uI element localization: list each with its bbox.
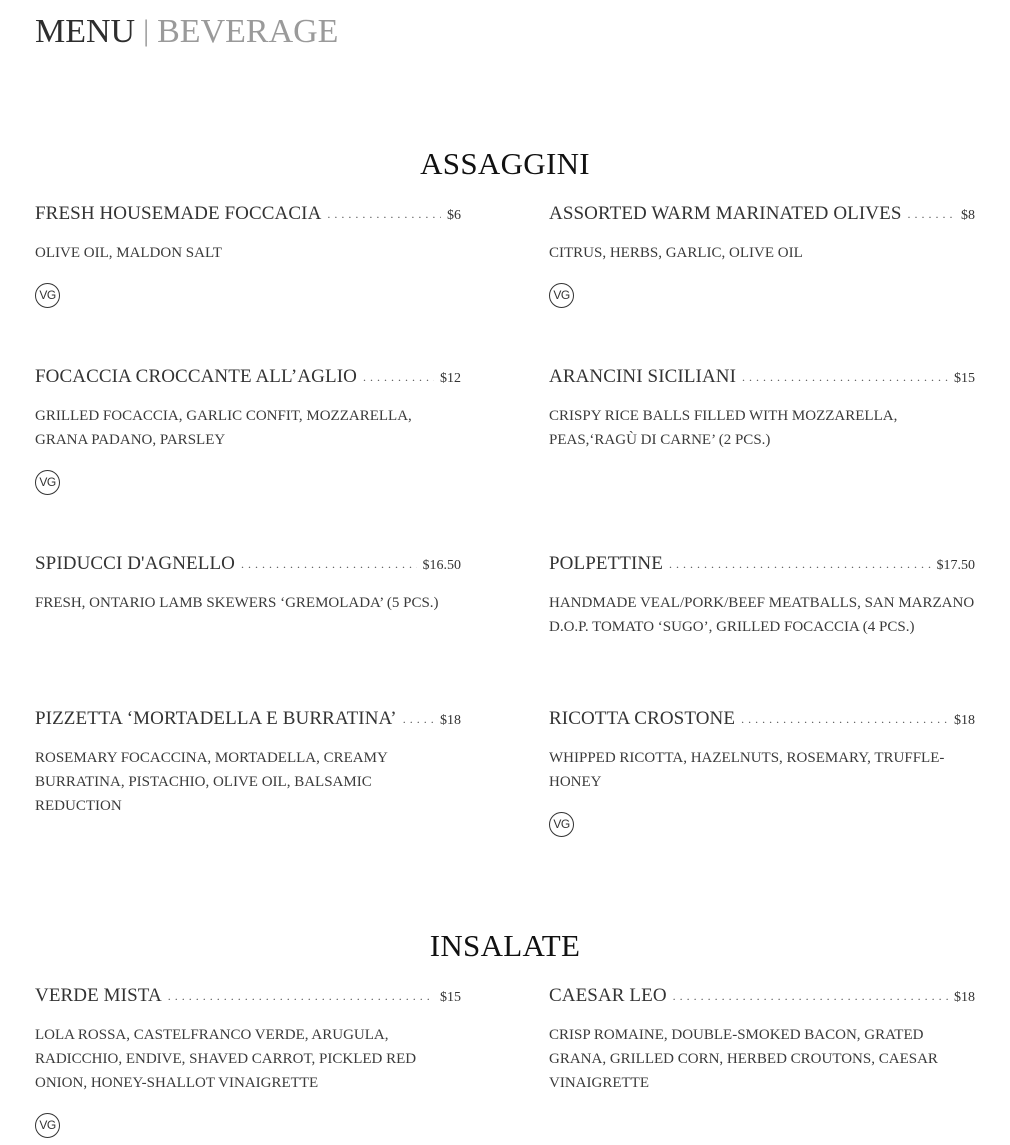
item-price: $8 <box>961 208 975 223</box>
dot-leader <box>363 369 434 385</box>
section-title-insalate: INSALATE <box>429 928 581 963</box>
menu-item <box>549 203 975 265</box>
dot-leader <box>742 369 948 385</box>
item-description: OLIVE OIL, MALDON SALT <box>35 245 222 261</box>
item-description: CITRUS, HERBS, GARLIC, OLIVE OIL <box>549 245 803 261</box>
menu-item <box>549 708 975 794</box>
item-price: $15 <box>954 371 975 386</box>
item-name: CAESAR LEO <box>549 985 667 1006</box>
item-price: $12 <box>440 371 461 386</box>
item-price: $18 <box>954 990 975 1005</box>
nav-menu-link[interactable]: MENU <box>35 13 136 50</box>
item-price: $18 <box>440 713 461 728</box>
item-price: $17.50 <box>936 558 975 573</box>
menu-item <box>35 708 461 818</box>
menu-item <box>549 985 975 1095</box>
item-description: CRISPY RICE BALLS FILLED WITH MOZZARELLA, PEAS,‘RAGÙ DI CARNE’ (2 PCS.) <box>549 408 898 448</box>
menu-item <box>549 553 975 639</box>
section-title-assaggini: ASSAGGINI <box>420 146 590 181</box>
item-description: GRILLED FOCACCIA, GARLIC CONFIT, MOZZARELLA, GRANA PADANO, PARSLEY <box>35 408 412 448</box>
dot-leader <box>241 556 417 572</box>
dot-leader <box>327 206 441 222</box>
dot-leader <box>908 206 956 222</box>
item-description: WHIPPED RICOTTA, HAZELNUTS, ROSEMARY, TRUFFLE-HONEY <box>549 750 945 790</box>
menu-item <box>35 366 461 452</box>
vegetarian-badge-icon: VG <box>35 1113 60 1138</box>
item-description: ROSEMARY FOCACCINA, MORTADELLA, CREAMY BURRATINA, PISTACHIO, OLIVE OIL, BALSAMIC REDUCTION <box>35 750 388 814</box>
item-name: FRESH HOUSEMADE FOCCACIA <box>35 203 322 224</box>
item-name: SPIDUCCI D'AGNELLO <box>35 553 235 574</box>
item-description: LOLA ROSSA, CASTELFRANCO VERDE, ARUGULA, RADICCHIO, ENDIVE, SHAVED CARROT, PICKLED RED ONION, HONEY-SHALLOT VINAIGRETTE <box>35 1027 417 1091</box>
item-name: POLPETTINE <box>549 553 663 574</box>
dot-leader <box>673 988 948 1004</box>
menu-item <box>35 203 461 265</box>
item-name: FOCACCIA CROCCANTE ALL’AGLIO <box>35 366 357 387</box>
item-name: PIZZETTA ‘MORTADELLA E BURRATINA’ <box>35 708 397 729</box>
nav-beverage-link[interactable]: BEVERAGE <box>157 13 339 50</box>
item-name: VERDE MISTA <box>35 985 162 1006</box>
dot-leader <box>403 711 434 727</box>
menu-item <box>549 366 975 452</box>
top-nav <box>35 12 338 53</box>
vegetarian-badge-icon: VG <box>35 470 60 495</box>
item-price: $15 <box>440 990 461 1005</box>
vegetarian-badge-icon: VG <box>549 812 574 837</box>
item-description: FRESH, ONTARIO LAMB SKEWERS ‘GREMOLADA’ (5 PCS.) <box>35 595 439 611</box>
dot-leader <box>168 988 434 1004</box>
item-price: $6 <box>447 208 461 223</box>
item-name: RICOTTA CROSTONE <box>549 708 736 729</box>
item-description: CRISP ROMAINE, DOUBLE-SMOKED BACON, GRATED GRANA, GRILLED CORN, HERBED CROUTONS, CAESAR VINAIGRETTE <box>549 1027 938 1091</box>
nav-separator: | <box>143 14 150 47</box>
item-price: $16.50 <box>422 558 461 573</box>
menu-item <box>35 985 461 1095</box>
vegetarian-badge-icon: VG <box>35 283 60 308</box>
dot-leader <box>741 711 948 727</box>
item-description: HANDMADE VEAL/PORK/BEEF MEATBALLS, SAN MARZANO D.O.P. TOMATO ‘SUGO’, GRILLED FOCACCIA (4 PCS.) <box>549 595 975 635</box>
item-price: $18 <box>954 713 975 728</box>
item-name: ARANCINI SICILIANI <box>549 366 737 387</box>
dot-leader <box>669 556 931 572</box>
item-name: ASSORTED WARM MARINATED OLIVES <box>549 203 902 224</box>
vegetarian-badge-icon: VG <box>549 283 574 308</box>
menu-item <box>35 553 461 615</box>
